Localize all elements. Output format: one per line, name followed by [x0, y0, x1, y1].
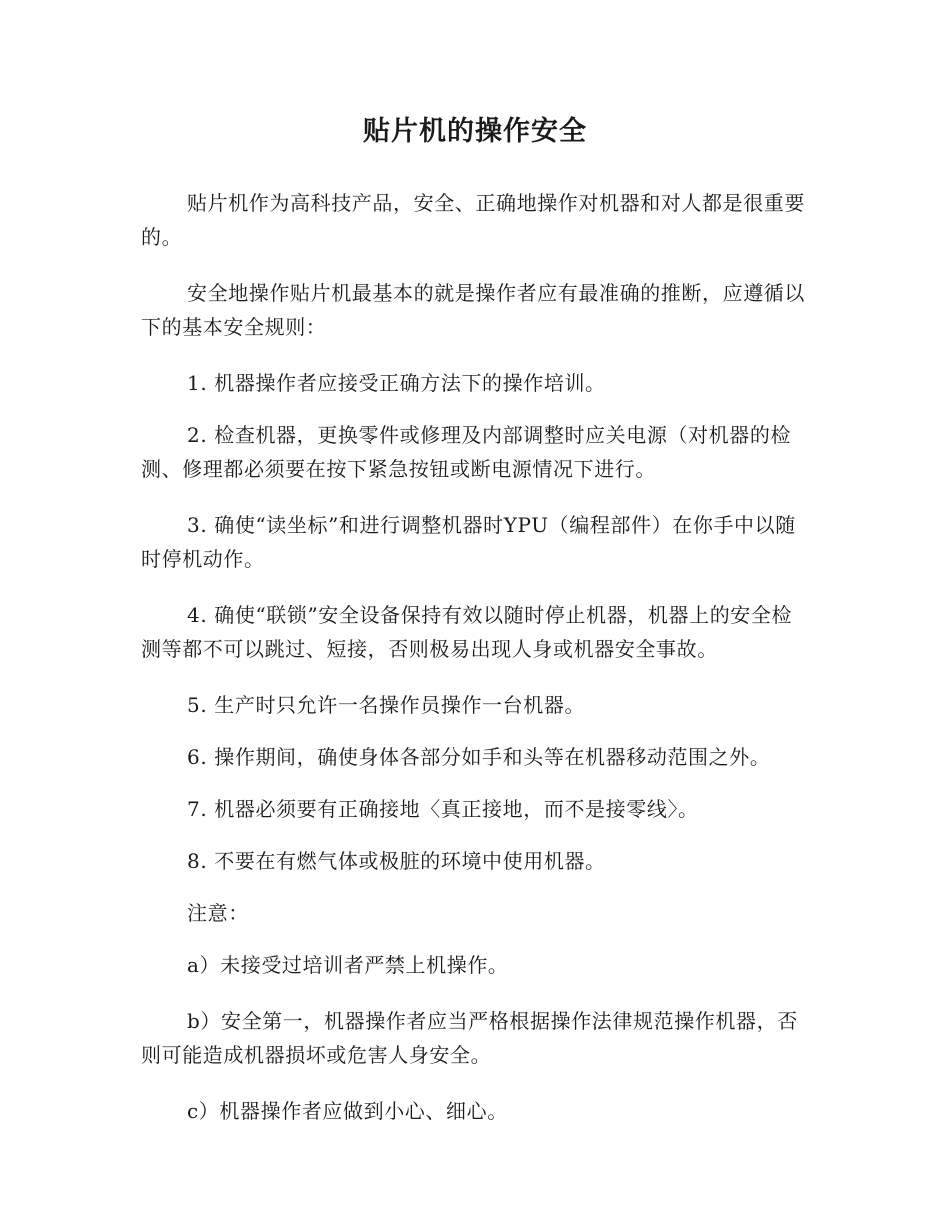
note-heading: 注意： [187, 901, 249, 925]
rule-item-6: 6. 操作期间，确使身体各部分如手和头等在机器移动范围之外。 [187, 745, 771, 769]
rule-item-8: 8. 不要在有燃气体或极脏的环境中使用机器。 [187, 849, 606, 873]
rule-item-1: 1. 机器操作者应接受正确方法下的操作培训。 [187, 371, 606, 395]
rule-item-3: 3. 确使“读坐标”和进行调整机器时YPU（编程部件）在你手中以随时停机动作。 [141, 513, 796, 571]
note-item-c: c）机器操作者应做到小心、细心。 [187, 1099, 508, 1123]
rule-item-7: 7. 机器必须要有正确接地〈真正接地，而不是接零线〉。 [187, 797, 699, 821]
note-item-b: b）安全第一，机器操作者应当严格根据操作法律规范操作机器，否则可能造成机器损坏或危害人身安全。 [141, 1009, 798, 1067]
rule-item-2: 2. 检查机器，更换零件或修理及内部调整时应关电源（对机器的检测、修理都必须要在按下紧急按钮或断电源情况下进行。 [141, 423, 792, 481]
note-item-a: a）未接受过培训者严禁上机操作。 [187, 953, 509, 977]
rule-item-5: 5. 生产时只允许一名操作员操作一台机器。 [187, 693, 586, 717]
paragraph-rules-lead: 安全地操作贴片机最基本的就是操作者应有最准确的推断，应遵循以下的基本安全规则： [141, 281, 805, 339]
paragraph-intro: 贴片机作为高科技产品，安全、正确地操作对机器和对人都是很重要的。 [141, 191, 805, 249]
document-title: 贴片机的操作安全 [363, 116, 587, 147]
rule-item-4: 4. 确使“联锁”安全设备保持有效以随时停止机器，机器上的安全检测等都不可以跳过、短接，否则极易出现人身或机器安全事故。 [141, 603, 793, 661]
